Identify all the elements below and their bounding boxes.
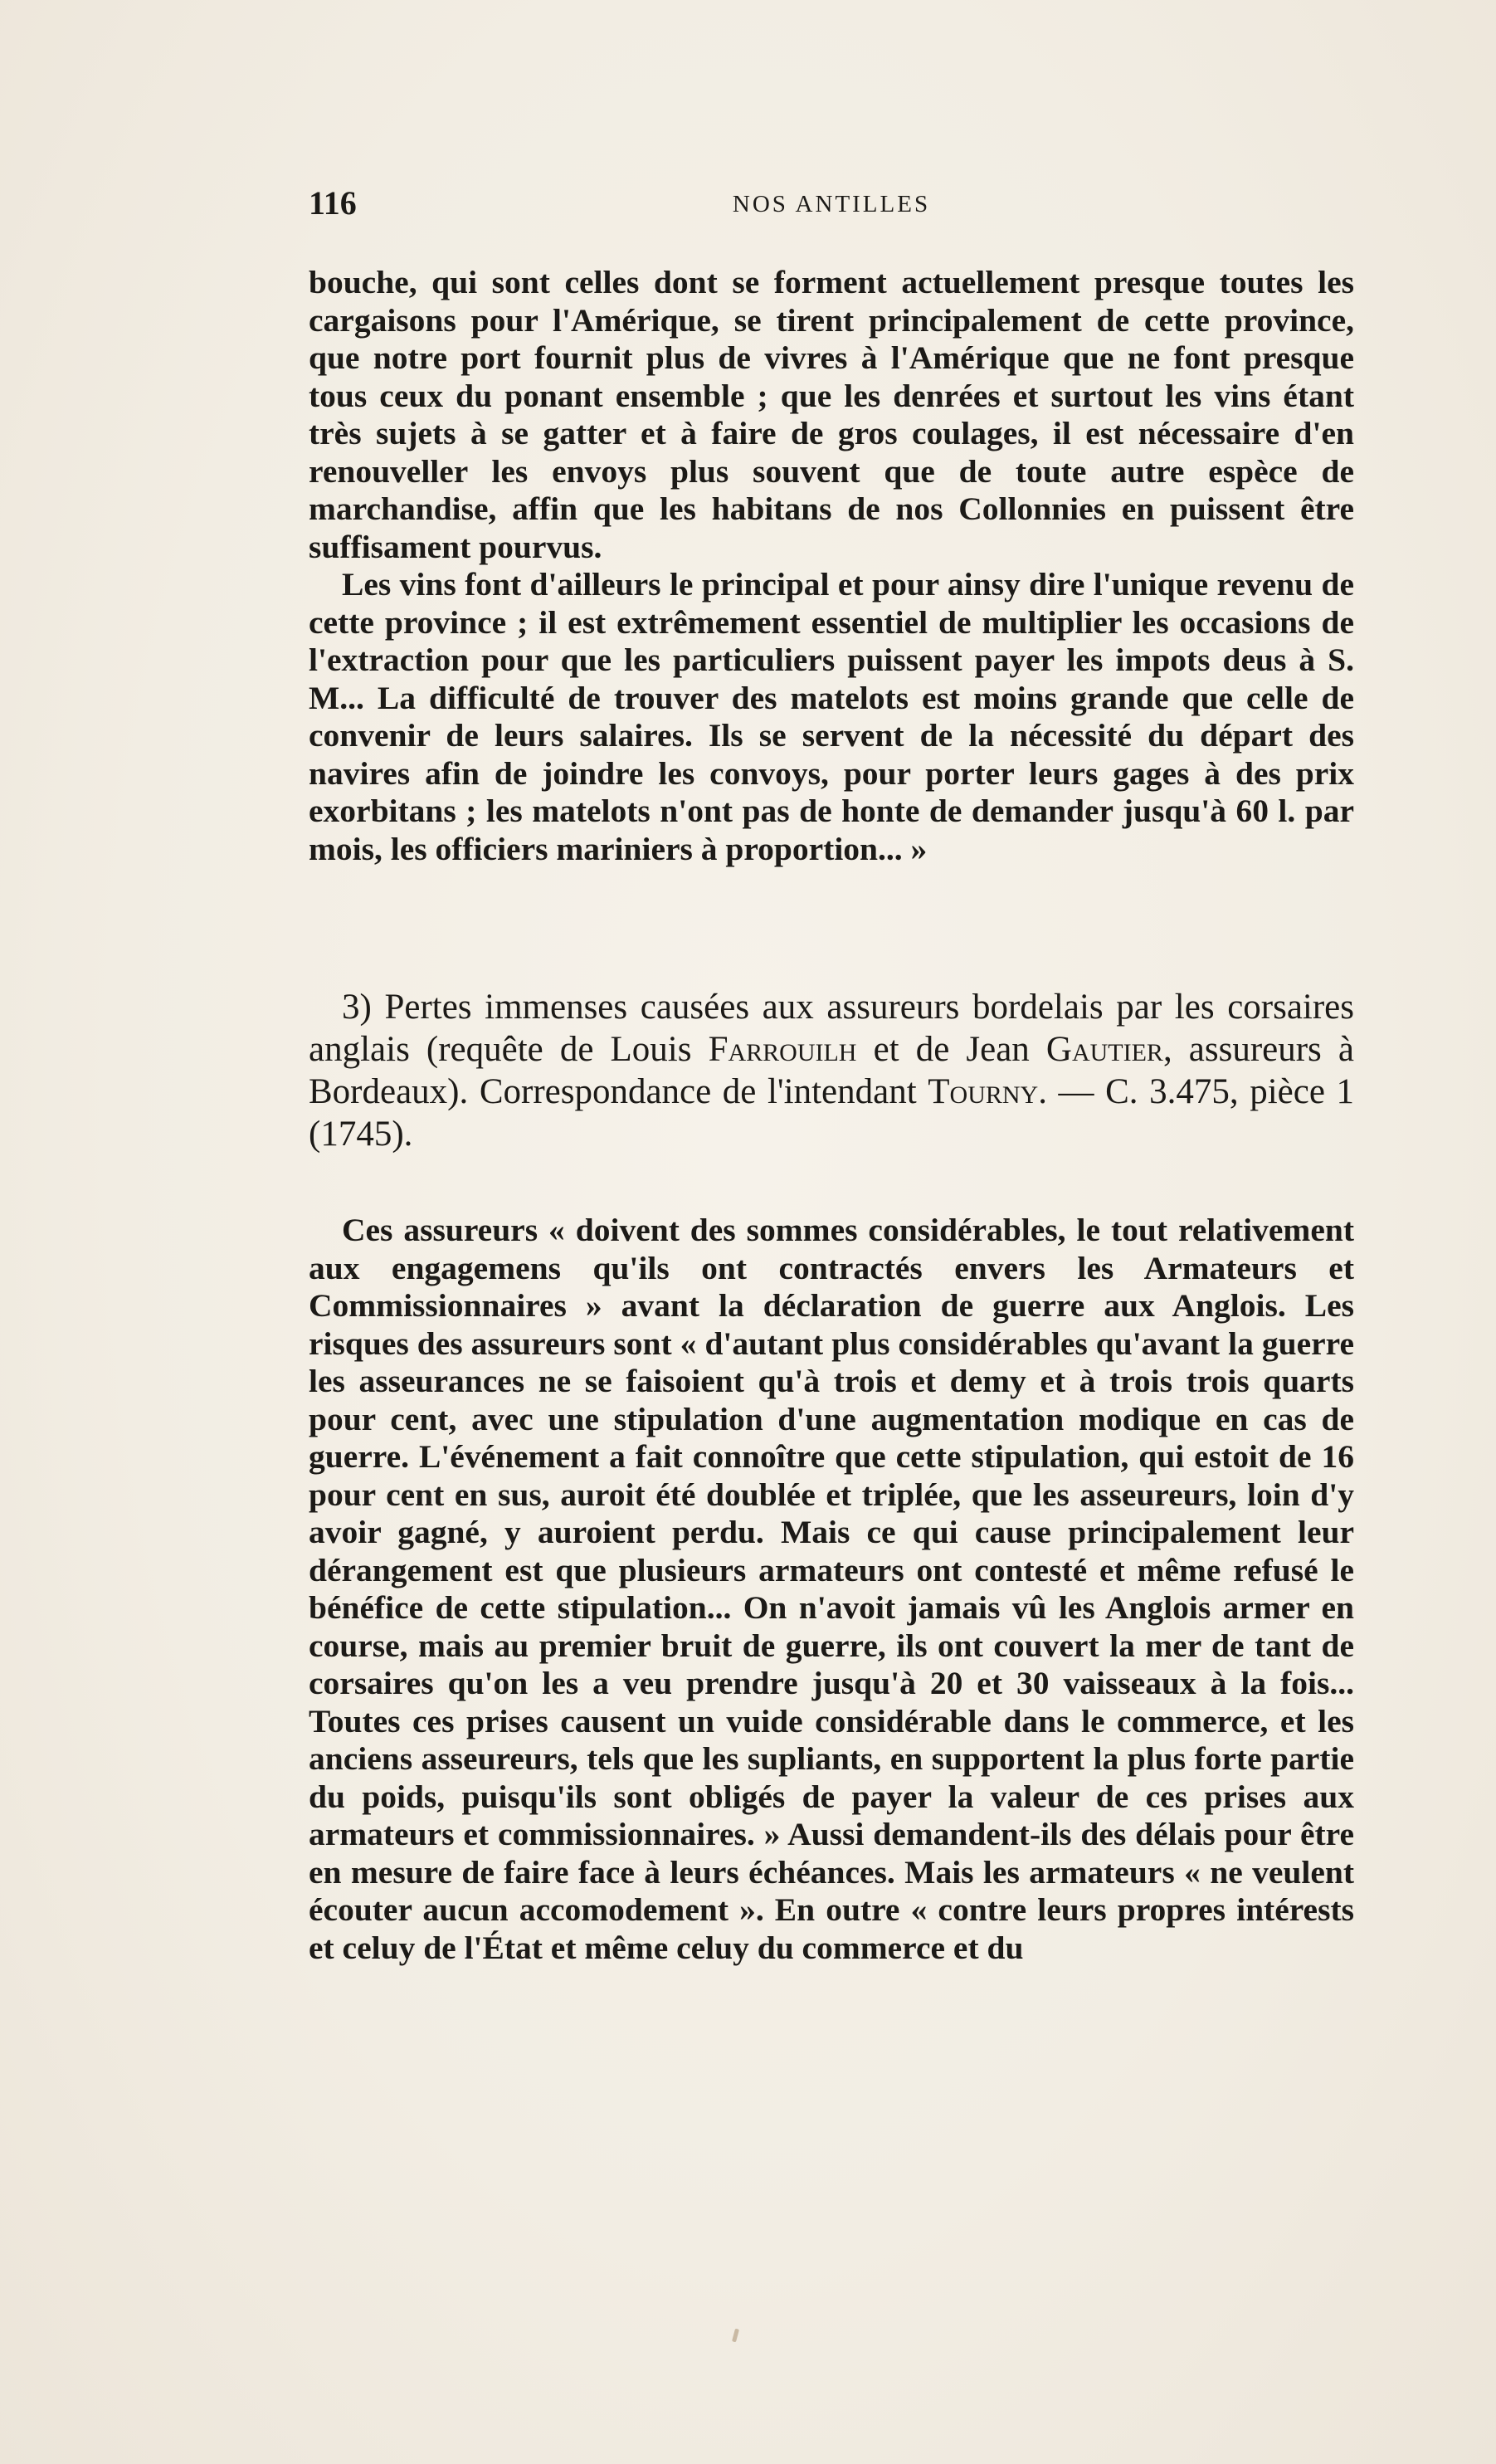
heading-name-farrouilh: Farrouilh (708, 1030, 857, 1069)
heading-name-gautier: Gautier (1045, 1030, 1163, 1069)
section-body (309, 1212, 1354, 1967)
heading-part-2: et de Jean (856, 1030, 1046, 1069)
paragraphs-continued (309, 264, 1354, 868)
paragraph-2: Les vins font d'ailleurs le principal et pour ainsy dire l'unique revenu de cette province ; il est extrêmement essentiel de multiplier les occasions de l'extraction pour que les particuliers puissent payer les impots deus à S. M... La difficulté de trouver des matelots est moins grande que celle de convenir de leurs salaires. Ils se servent de la nécessité du départ des navires afin de joindre les convoys, pour porter leurs gages à des prix exorbitans ; les matelots n'ont pas de honte de demander jusqu'à 60 l. par mois, les officiers mariniers à proportion... » (309, 566, 1354, 867)
paragraph-1: bouche, qui sont celles dont se forment actuellement presque toutes les cargaisons pour l'Amérique, se tirent principalement de cette province, que notre port fournit plus de vivres à l'Amérique que ne font presque tous ceux du ponant ensemble ; que les denrées et surtout les vins étant très sujets à se gatter et à faire de gros coulages, il est nécessaire d'en renouveller les envoys plus souvent que de toute autre espèce de marchandise, affin que les habitans de nos Collonnies en puissent être suffisament pourvus. (309, 264, 1354, 565)
heading-part-3: , assureurs à Bordeaux). Correspondance de l'intendant (309, 1030, 1354, 1111)
paper-speck (732, 2329, 739, 2343)
heading-part-4: . — C. 3.475, pièce 1 (1745). (309, 1072, 1354, 1154)
running-title: NOS ANTILLES (732, 191, 931, 217)
page-number: 116 (309, 184, 357, 222)
section-heading-text (309, 986, 1354, 1155)
paragraph-3: Ces assureurs « doivent des sommes considérables, le tout relativement aux engagemens qu'ils ont contractés envers les Armateurs et Commissionnaires » avant la déclaration de guerre aux Anglois. Les risques des assureurs sont « d'autant plus considérables qu'avant la guerre les asseurances ne se faisoient qu'à trois et demy et à trois trois quarts pour cent, avec une stipulation d'une augmentation modique en cas de guerre. L'événement a fait connoître que cette stipulation, qui estoit de 16 pour cent en sus, auroit été doublée et triplée, que les asseureurs, loin d'y avoir gagné, y auroient perdu. Mais ce qui cause principalement leur dérangement est que plusieurs armateurs ont contesté et même refusé le bénéfice de cette stipulation... On n'avoit jamais vû les Anglois armer en course, mais au premier bruit de guerre, ils ont couvert la mer de tant de corsaires qu'on les a veu prendre jusqu'à 20 et 30 vaisseaux à la fois... Toutes ces prises causent un vuide considérable dans le commerce, et les anciens asseureurs, tels que les supliants, en supportent la plus forte partie du poids, puisqu'ils sont obligés de payer la valeur de ces prises aux armateurs et commissionnaires. » Aussi demandent-ils des délais pour être en mesure de faire face à leurs échéances. Mais les armateurs « ne veulent écouter aucun accomodement ». En outre « contre leurs propres intérests et celuy de l'État et même celuy du commerce et du (309, 1212, 1354, 1966)
section-heading (309, 986, 1354, 1155)
page-header (309, 183, 1354, 224)
heading-name-tourny: Tourny (928, 1072, 1039, 1111)
heading-part-1: 3) Pertes immenses causées aux assureurs bordelais par les corsaires anglais (requête de Louis (309, 988, 1354, 1069)
